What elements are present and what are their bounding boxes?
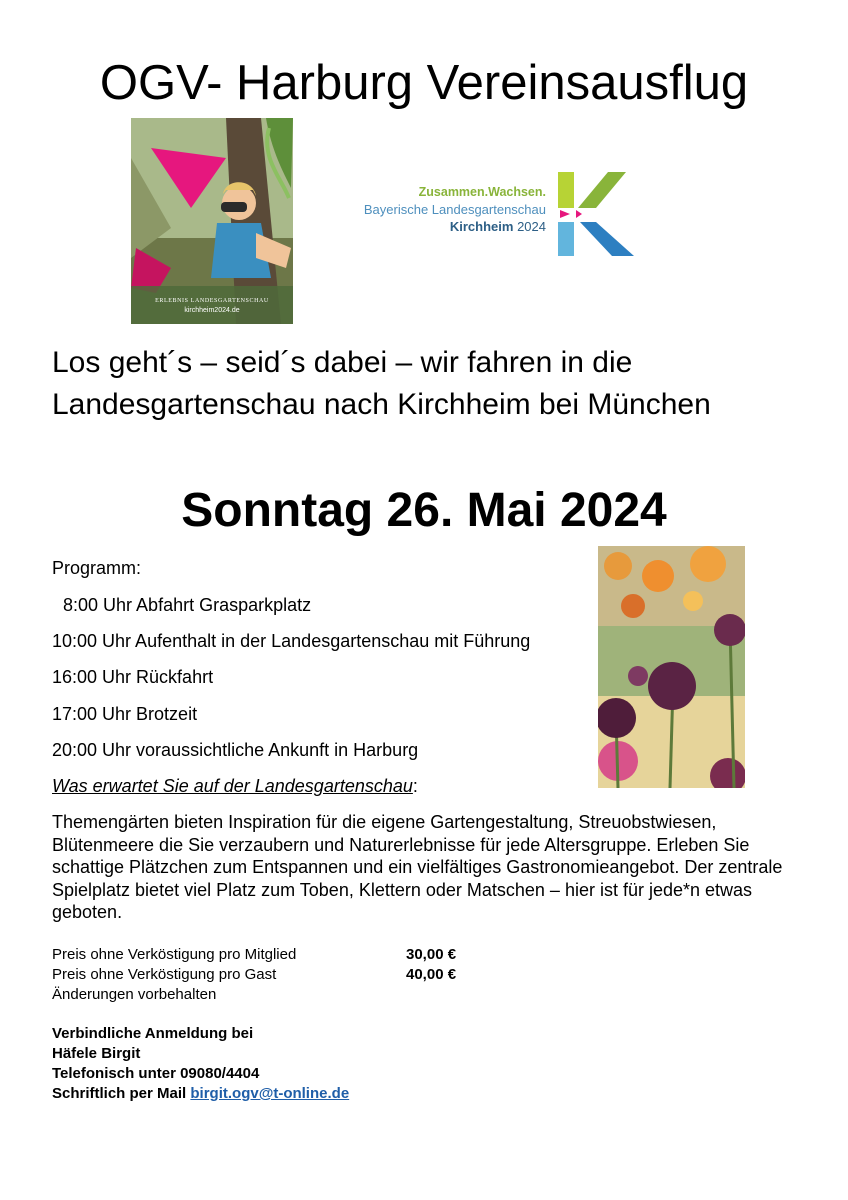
price-row-member (52, 945, 456, 964)
program-item: 17:00 Uhr Brotzeit (52, 704, 198, 724)
contact-mail (52, 1084, 349, 1103)
program-item: 16:00 Uhr Rückfahrt (52, 667, 214, 687)
contact-phone: Telefonisch unter 09080/4404 (52, 1065, 260, 1082)
price-value: 30,00 € (406, 946, 457, 963)
logo-location (340, 218, 546, 235)
expect-heading-colon: : (412, 776, 418, 796)
poster-caption-line1: ERLEBNIS LANDESGARTENSCHAU (155, 298, 269, 304)
contact-mail-prefix: Schriftlich per Mail (52, 1085, 191, 1102)
price-label: Preis ohne Verköstigung pro Gast (52, 966, 277, 983)
program-item: 10:00 Uhr Aufenthalt in der Landesgartenschau mit Führung (52, 631, 531, 651)
email-link[interactable]: birgit.ogv@t-online.de (190, 1085, 350, 1102)
logo-slogan: Zusammen.Wachsen. (418, 185, 546, 199)
lgs-logo-text (340, 184, 546, 235)
poster-illustration (131, 118, 293, 324)
price-label: Preis ohne Verköstigung pro Mitglied (52, 946, 297, 963)
price-value: 40,00 € (406, 966, 457, 983)
event-date: Sonntag 26. Mai 2024 (181, 484, 667, 537)
expect-description: Themengärten bieten Inspiration für die eigene Gartengestaltung, Streuobstwiesen, Blütenmeere die Sie verzaubern und Naturerlebnisse für jede Altersgruppe. Erleben Sie schattige Plätzchen zum Entspannen und ein vielfältiges Gastronomieangebot. Der zentrale Spielplatz bietet viel Platz zum Toben, Klettern oder Matschen – hier ist für jede*n etwas geboten. (52, 812, 783, 922)
expect-heading-text: Was erwartet Sie auf der Landesgartenschau (52, 776, 413, 796)
contact-heading: Verbindliche Anmeldung bei (52, 1025, 254, 1042)
logo-name: Bayerische Landesgartenschau (363, 202, 546, 217)
contact-name: Häfele Birgit (52, 1045, 141, 1062)
price-row-guest (52, 965, 456, 984)
intro-text: Los geht´s – seid´s dabei – wir fahren in die Landesgartenschau nach Kirchheim bei München (52, 346, 711, 421)
poster-image (131, 118, 293, 324)
program-heading: Programm: (52, 558, 142, 578)
price-note: Änderungen vorbehalten (52, 986, 217, 1003)
program-item: 20:00 Uhr voraussichtliche Ankunft in Harburg (52, 740, 419, 760)
poster-caption-line2: kirchheim2024.de (184, 307, 240, 314)
flower-photo (598, 546, 745, 788)
poster-caption (131, 297, 293, 315)
logo-year: 2024 (513, 219, 546, 234)
lgs-k-logo-icon (556, 170, 636, 258)
program-item: 8:00 Uhr Abfahrt Grasparkplatz (63, 595, 312, 615)
allium-illustration (598, 546, 745, 788)
page-title: OGV- Harburg Vereinsausflug (99, 56, 749, 110)
expect-heading (52, 775, 418, 797)
logo-location-name: Kirchheim (449, 219, 514, 234)
